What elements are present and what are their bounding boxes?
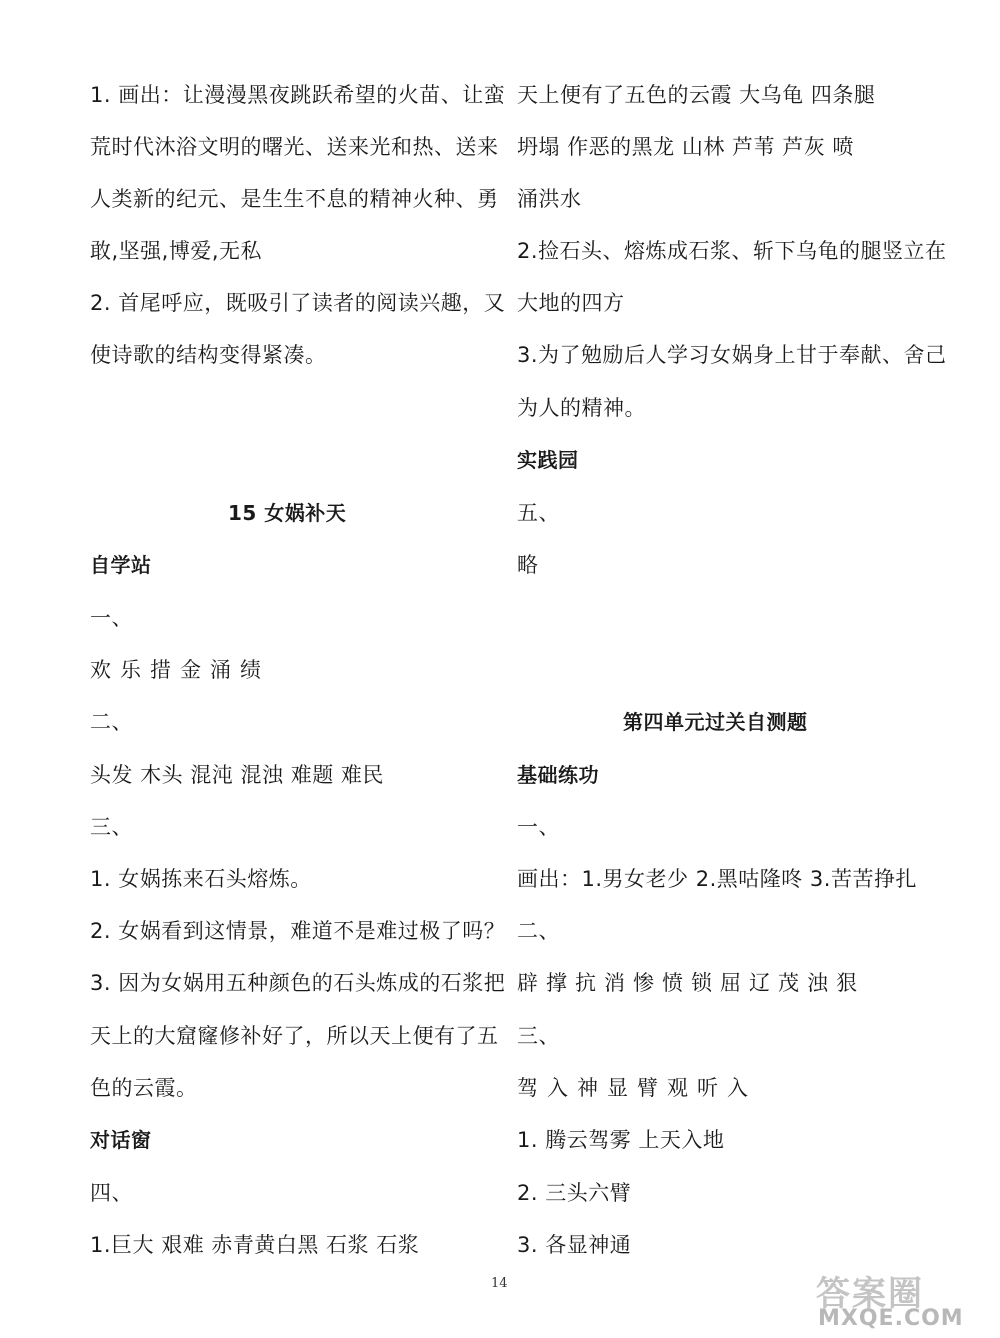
section-3-item-3-line-1: 3. 因为女娲用五种颜色的石头炼成的石浆把: [90, 971, 506, 995]
section-4-item-2-line-2: 大地的四方: [517, 291, 625, 315]
section-4-item-1: 1.巨大 艰难 赤青黄白黑 石浆 石浆: [90, 1233, 420, 1257]
section-5-label: 五、: [517, 501, 560, 525]
dialogue-heading: 对话窗: [90, 1128, 152, 1152]
section-3-item-3-line-3: 色的云霞。: [90, 1076, 198, 1100]
section-5-answer: 略: [517, 553, 539, 577]
intro-line-4: 敢,坚强,博爱,无私: [90, 239, 263, 263]
unit-section-3-item-2: 2. 三头六臂: [517, 1181, 632, 1205]
unit-section-1-label: 一、: [517, 815, 560, 839]
section-4-item-2-line-1: 2.捡石头、熔炼成石浆、斩下乌龟的腿竖立在: [517, 239, 947, 263]
section-1-label: 一、: [90, 606, 133, 630]
section-3-item-2: 2. 女娲看到这情景，难道不是难过极了吗？: [90, 919, 506, 943]
basic-practice-heading: 基础练功: [517, 763, 599, 787]
section-4-cont-line-2: 坍塌 作恶的黑龙 山林 芦苇 芦灰 喷: [517, 135, 854, 159]
page-number: 14: [491, 1276, 508, 1291]
section-2-label: 二、: [90, 710, 133, 734]
unit-section-3-item-1: 1. 腾云驾雾 上天入地: [517, 1128, 725, 1152]
intro-line-2: 荒时代沐浴文明的曙光、送来光和热、送来: [90, 135, 499, 159]
section-3-label: 三、: [90, 815, 133, 839]
unit-section-3-chars: 驾入神显臂观听入: [517, 1076, 757, 1100]
section-4-label: 四、: [90, 1181, 133, 1205]
section-4-cont-line-3: 涌洪水: [517, 187, 582, 211]
section-2-words: 头发 木头 混沌 混浊 难题 难民: [90, 763, 384, 787]
unit-section-3-item-3: 3. 各显神通: [517, 1233, 632, 1257]
section-4-item-3-line-1: 3.为了勉励后人学习女娲身上甘于奉献、舍己: [517, 343, 947, 367]
watermark-cn-text: 答案圈: [816, 1274, 924, 1314]
unit-section-3-label: 三、: [517, 1024, 560, 1048]
watermark-logo: [808, 1266, 998, 1336]
section-4-cont-line-1: 天上便有了五色的云霞 大乌龟 四条腿: [517, 83, 876, 107]
lesson-title: 15 女娲补天: [228, 501, 347, 525]
unit-section-2-label: 二、: [517, 919, 560, 943]
section-1-chars: 欢乐措金涌绩: [90, 658, 270, 682]
intro-line-5: 2. 首尾呼应，既吸引了读者的阅读兴趣，又: [90, 291, 506, 315]
section-3-item-3-line-2: 天上的大窟窿修补好了，所以天上便有了五: [90, 1024, 499, 1048]
unit-title: 第四单元过关自测题: [623, 710, 808, 734]
unit-section-1-answer: 画出：1.男女老少 2.黑咕隆咚 3.苦苦挣扎: [517, 867, 917, 891]
practice-heading: 实践园: [517, 448, 579, 472]
section-3-item-1: 1. 女娲拣来石头熔炼。: [90, 867, 312, 891]
section-4-item-3-line-2: 为人的精神。: [517, 396, 646, 420]
watermark-url-text: MXQE.COM: [818, 1306, 964, 1331]
unit-section-2-chars: 辟撑抗消惨愤锁屈辽茂浊狠: [517, 971, 865, 995]
self-study-heading: 自学站: [90, 553, 152, 577]
intro-line-3: 人类新的纪元、是生生不息的精神火种、勇: [90, 187, 499, 211]
intro-line-6: 使诗歌的结构变得紧凑。: [90, 343, 327, 367]
intro-line-1: 1. 画出：让漫漫黑夜跳跃希望的火苗、让蛮: [90, 83, 506, 107]
